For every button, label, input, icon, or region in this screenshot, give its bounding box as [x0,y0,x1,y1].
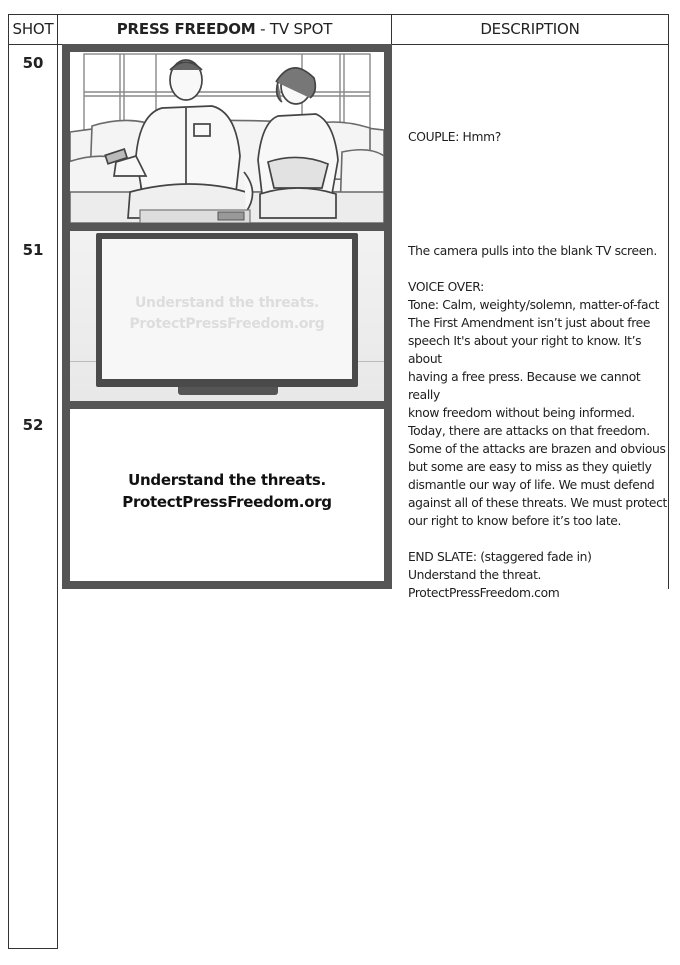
vo-line: our right to know before it’s too late. [408,514,622,528]
title-rest: - TV SPOT [255,20,333,38]
vo-line: The First Amendment isn’t just about free [408,316,651,330]
vo-line: speech It's about your right to know. It’s about [408,334,642,366]
title-bold: PRESS FREEDOM [116,20,256,38]
vo-line: dismantle our way of life. We must defend [408,478,655,492]
tv-screen-text-line-2: ProtectPressFreedom.org [129,316,325,332]
vo-line: Some of the attacks are brazen and obvious [408,442,666,456]
shot-header-label: SHOT [12,20,54,38]
tv-set [96,233,358,387]
couple-on-couch-sketch [70,52,384,223]
vo-line: against all of these threats. We must protect [408,496,668,510]
description-header-label: DESCRIPTION [480,20,580,38]
grid-bottom-line [8,948,58,949]
vo-line: having a free press. Because we cannot really [408,370,641,402]
vo-line: Today, there are attacks on that freedom. [408,424,650,438]
title-column-header [58,14,391,44]
description-51 [408,242,670,602]
vo-line: know freedom without being informed. [408,406,635,420]
end-slate-text [70,469,384,513]
shot-number-52: 52 [22,416,44,434]
shot-number-51: 51 [22,241,44,259]
tv-stand [178,387,278,395]
description-50 [408,128,670,146]
grid-shot-divider-line [57,14,58,949]
vo-line: but some are easy to miss as they quietly [408,460,652,474]
description-column-header [392,14,668,44]
end-slate-line-1: Understand the threats. [128,471,326,489]
grid-left-line [8,14,9,949]
end-slate-line-2: ProtectPressFreedom.org [122,493,332,511]
shot-column-header [8,14,58,44]
tv-screen [102,239,352,379]
storyboard-frame-51 [62,223,392,409]
description-50-line: COUPLE: Hmm? [408,130,501,144]
end-slate-line: END SLATE: (staggered fade in) [408,550,592,564]
end-slate-line: ProtectPressFreedom.com [408,586,560,600]
storyboard-frame-52 [62,401,392,589]
storyboard-frame-50 [62,44,392,231]
shot-number-50: 50 [22,54,44,72]
camera-direction: The camera pulls into the blank TV screen. [408,244,657,258]
end-slate-line: Understand the threat. [408,568,542,582]
voice-over-label: VOICE OVER: [408,280,484,294]
tv-screen-text-line-1: Understand the threats. [134,295,320,311]
vo-line: Tone: Calm, weighty/solemn, matter-of-fact [408,298,660,312]
